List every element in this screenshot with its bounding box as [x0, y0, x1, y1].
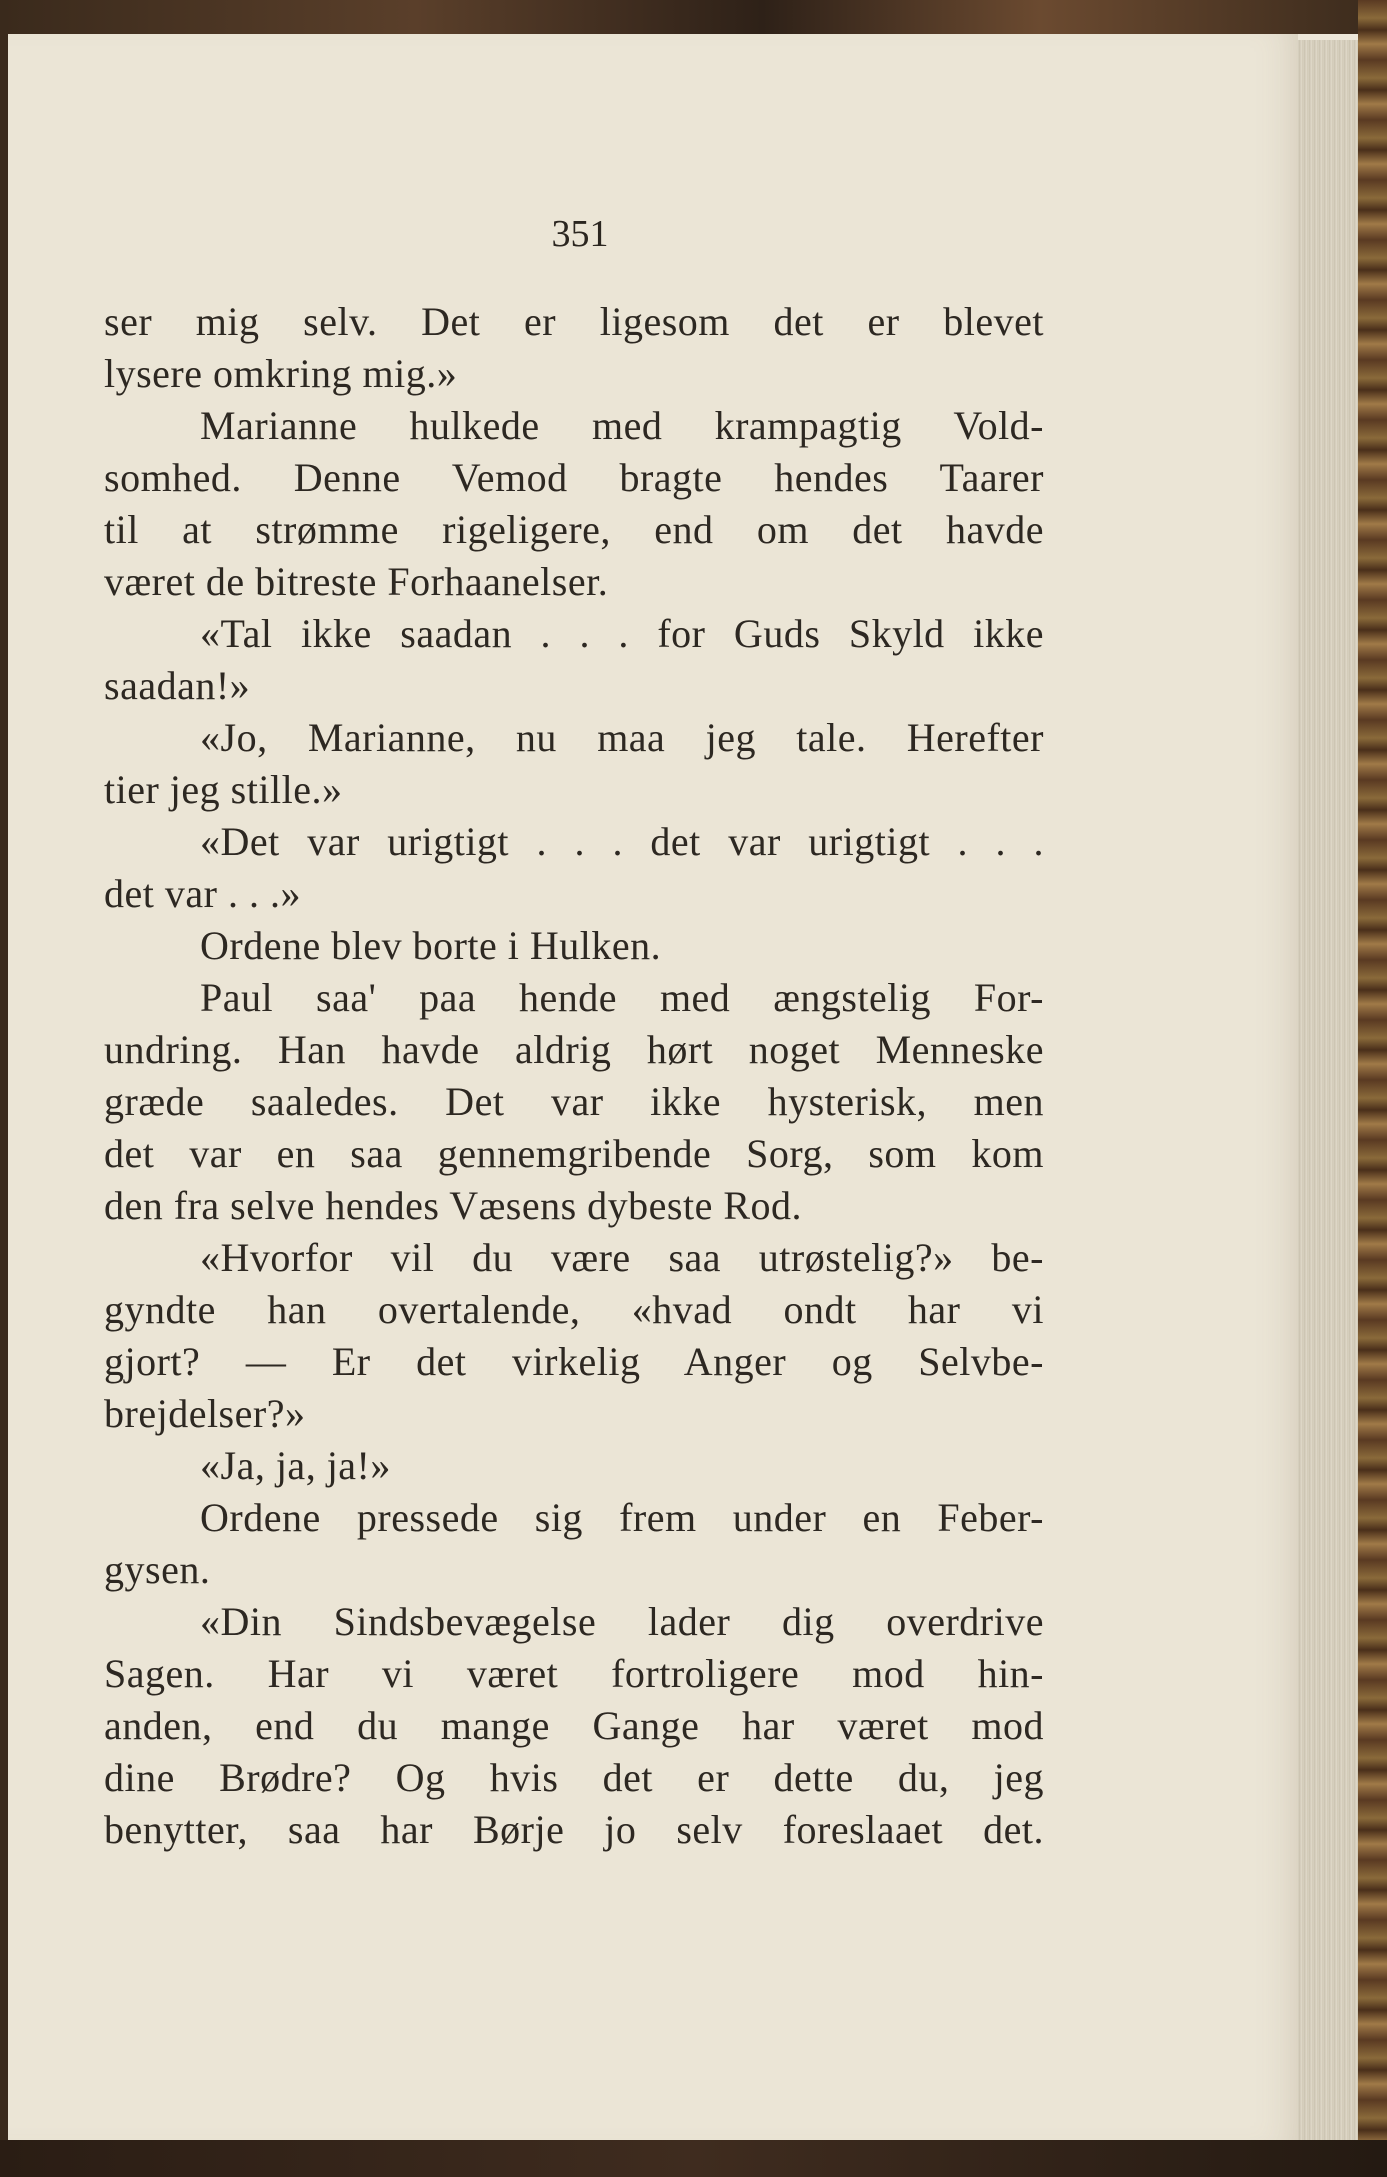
text-line: gyndte han overtalende, «hvad ondt har vi	[104, 1287, 1044, 1332]
text-line: «Jo, Marianne, nu maa jeg tale. Herefter	[200, 715, 1044, 760]
book-cover-edge	[1358, 0, 1387, 2177]
text-line: Ordene pressede sig frem under en Feber-	[200, 1495, 1044, 1540]
text-line: været de bitreste Forhaanelser.	[104, 559, 609, 604]
book-bottom-edge	[0, 2140, 1387, 2177]
page-number: 351	[551, 213, 609, 255]
text-line: brejdelser?»	[104, 1391, 306, 1436]
text-line: tier jeg stille.»	[104, 767, 343, 812]
text-line: «Hvorfor vil du være saa utrøstelig?» be-	[200, 1235, 1044, 1280]
text-line: det var . . .»	[104, 871, 301, 916]
text-line: dine Brødre? Og hvis det er dette du, jeg	[104, 1755, 1044, 1800]
text-line: somhed. Denne Vemod bragte hendes Taarer	[104, 455, 1044, 500]
text-line: «Det var urigtigt . . . det var urigtigt . . .	[200, 819, 1044, 864]
text-line: gjort? — Er det virkelig Anger og Selvbe-	[104, 1339, 1044, 1384]
text-line: anden, end du mange Gange har været mod	[104, 1703, 1044, 1748]
text-line: «Tal ikke saadan . . . for Guds Skyld ikke	[200, 611, 1044, 656]
text-line: lysere omkring mig.»	[104, 351, 458, 396]
text-line: Ordene blev borte i Hulken.	[200, 923, 662, 968]
text-line: den fra selve hendes Væsens dybeste Rod.	[104, 1183, 803, 1228]
text-line: Marianne hulkede med krampagtig Vold-	[200, 403, 1044, 448]
text-line: det var en saa gennemgribende Sorg, som kom	[104, 1131, 1044, 1176]
text-line: Sagen. Har vi været fortroligere mod hin-	[104, 1651, 1044, 1696]
body-text	[104, 296, 1044, 1856]
text-line: benytter, saa har Børje jo selv foreslaaet det.	[104, 1807, 1044, 1852]
text-line: saadan!»	[104, 663, 251, 708]
text-line: til at strømme rigeligere, end om det havde	[104, 507, 1044, 552]
text-line: græde saaledes. Det var ikke hysterisk, men	[104, 1079, 1044, 1124]
text-line: Paul saa' paa hende med ængstelig For-	[200, 975, 1044, 1020]
book-left-edge	[0, 0, 8, 2177]
page-edges	[1298, 40, 1358, 2140]
text-line: undring. Han havde aldrig hørt noget Menneske	[104, 1027, 1044, 1072]
text-line: ser mig selv. Det er ligesom det er blevet	[104, 299, 1044, 344]
book-top-edge	[0, 0, 1387, 34]
text-line: «Din Sindsbevægelse lader dig overdrive	[200, 1599, 1044, 1644]
text-line: «Ja, ja, ja!»	[200, 1443, 391, 1488]
text-line: gysen.	[104, 1547, 211, 1592]
